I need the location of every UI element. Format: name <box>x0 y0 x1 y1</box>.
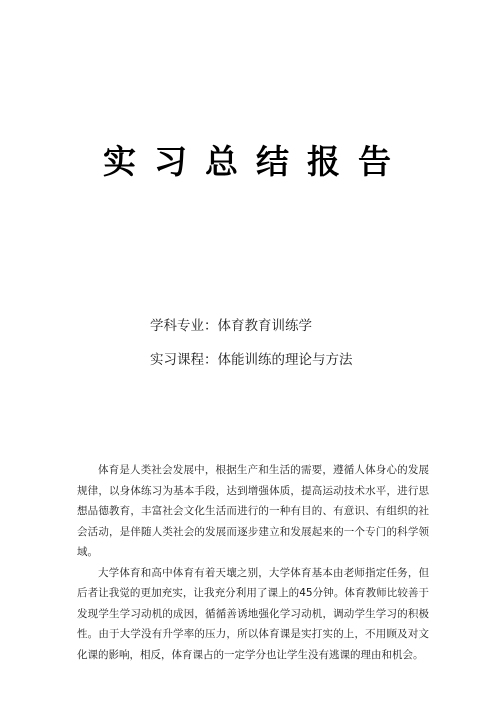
subject-line: 学科专业：体育教育训练学 <box>150 318 312 334</box>
report-body <box>77 460 429 665</box>
body-paragraph: 体育是人类社会发展中，根据生产和生活的需要，遵循人体身心的发展规律，以身体练习为基本手段，达到增强体质，提高运动技术水平，进行思想品德教育，丰富社会文化生活而进行的一种有目的、有意识、有组织的社会活动，是伴随人类社会的发展而逐步建立和发展起来的一个专门的科学领域。 <box>77 464 429 558</box>
course-line: 实习课程：体能训练的理论与方法 <box>150 352 353 368</box>
body-paragraph: 大学体育和高中体育有着天壤之别，大学体育基本由老师指定任务，但后者让我觉的更加充实，让我充分利用了课上的45分钟。体育教师比较善于发现学生学习动机的成因，循循善诱地强化学习动机，调动学生学习的积极性。由于大学没有升学率的压力，所以体育课是实打实的上，不用顾及对文化课的影响，相反，体育课占的一定学分也让学生没有逃课的理由和机会。 <box>77 566 429 661</box>
document-title: 实习总结报告 <box>103 142 409 181</box>
